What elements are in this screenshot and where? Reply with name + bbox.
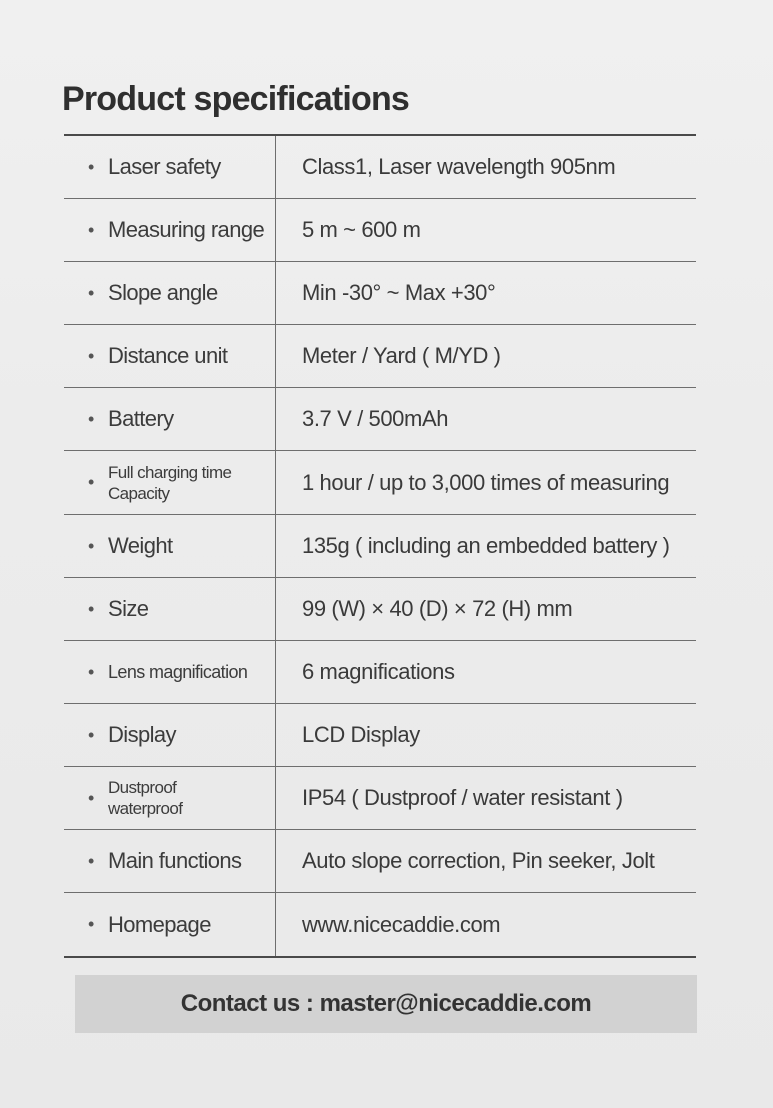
row-value: 1 hour / up to 3,000 times of measuring [302, 469, 670, 495]
row-label-cell [64, 136, 276, 198]
row-label-cell [64, 388, 276, 450]
row-label: Laser safety [108, 154, 221, 179]
row-label-line2: Capacity [108, 483, 170, 503]
row-label: Distance unit [108, 343, 228, 368]
row-value: Meter / Yard ( M/YD ) [302, 343, 501, 368]
row-value: Auto slope correction, Pin seeker, Jolt [302, 848, 655, 873]
bullet-icon: • [88, 156, 94, 177]
bullet-icon: • [88, 598, 94, 619]
contact-banner: Contact us : master@nicecaddie.com [75, 975, 697, 1033]
row-label-cell [64, 830, 276, 892]
row-label-cell [64, 641, 276, 703]
table-row [64, 578, 696, 641]
row-label: Battery [108, 406, 174, 431]
row-label-cell [64, 578, 276, 640]
row-label-line2: waterproof [108, 799, 183, 818]
table-row [64, 767, 696, 830]
table-row [64, 893, 696, 956]
row-label: Lens magnification [108, 661, 248, 682]
row-value: Min -30° ~ Max +30° [302, 280, 496, 305]
table-row [64, 136, 696, 199]
bullet-icon: • [88, 408, 94, 429]
row-label-cell [64, 451, 276, 514]
table-row [64, 199, 696, 262]
bullet-icon: • [88, 282, 94, 303]
page-title: Product specifications [62, 80, 410, 118]
row-label-line1: Dustproof [108, 778, 177, 797]
row-value: 6 magnifications [302, 659, 455, 684]
row-label [108, 777, 258, 819]
table-row [64, 388, 696, 451]
bullet-icon: • [88, 219, 94, 240]
row-value: 99 (W) × 40 (D) × 72 (H) mm [302, 596, 573, 621]
row-label: Size [108, 596, 149, 621]
table-row [64, 262, 696, 325]
row-label [108, 462, 258, 504]
row-label-cell [64, 767, 276, 829]
bullet-icon: • [88, 661, 94, 682]
row-label: Measuring range [108, 217, 265, 242]
homepage-value: www.nicecaddie.com [302, 911, 501, 937]
table-row [64, 830, 696, 893]
row-label-cell [64, 515, 276, 577]
row-label: Slope angle [108, 280, 218, 305]
row-label-cell [64, 704, 276, 766]
row-value: 3.7 V / 500mAh [302, 406, 449, 431]
row-label-cell [64, 199, 276, 261]
row-label-line1: Full charging time [108, 462, 232, 482]
row-value: Class1, Laser wavelength 905nm [302, 154, 616, 179]
bullet-icon: • [88, 345, 94, 366]
row-value: IP54 ( Dustproof / water resistant ) [302, 785, 623, 810]
row-label: Weight [108, 533, 173, 558]
bullet-icon: • [88, 535, 94, 556]
row-label-cell [64, 893, 276, 956]
table-row [64, 704, 696, 767]
row-label: Display [108, 722, 176, 747]
table-row [64, 451, 696, 515]
row-label: Homepage [108, 911, 211, 937]
row-value: 135g ( including an embedded battery ) [302, 533, 670, 558]
row-label: Main functions [108, 848, 242, 873]
row-label-cell [64, 262, 276, 324]
spec-table [64, 134, 696, 958]
row-value: 5 m ~ 600 m [302, 217, 421, 242]
table-row [64, 325, 696, 388]
table-row [64, 515, 696, 578]
bullet-icon: • [88, 787, 94, 808]
row-label-cell [64, 325, 276, 387]
bullet-icon: • [88, 724, 94, 745]
bullet-icon: • [88, 472, 94, 492]
bullet-icon: • [88, 914, 94, 934]
row-value: LCD Display [302, 722, 420, 747]
bullet-icon: • [88, 850, 94, 871]
table-row [64, 641, 696, 704]
